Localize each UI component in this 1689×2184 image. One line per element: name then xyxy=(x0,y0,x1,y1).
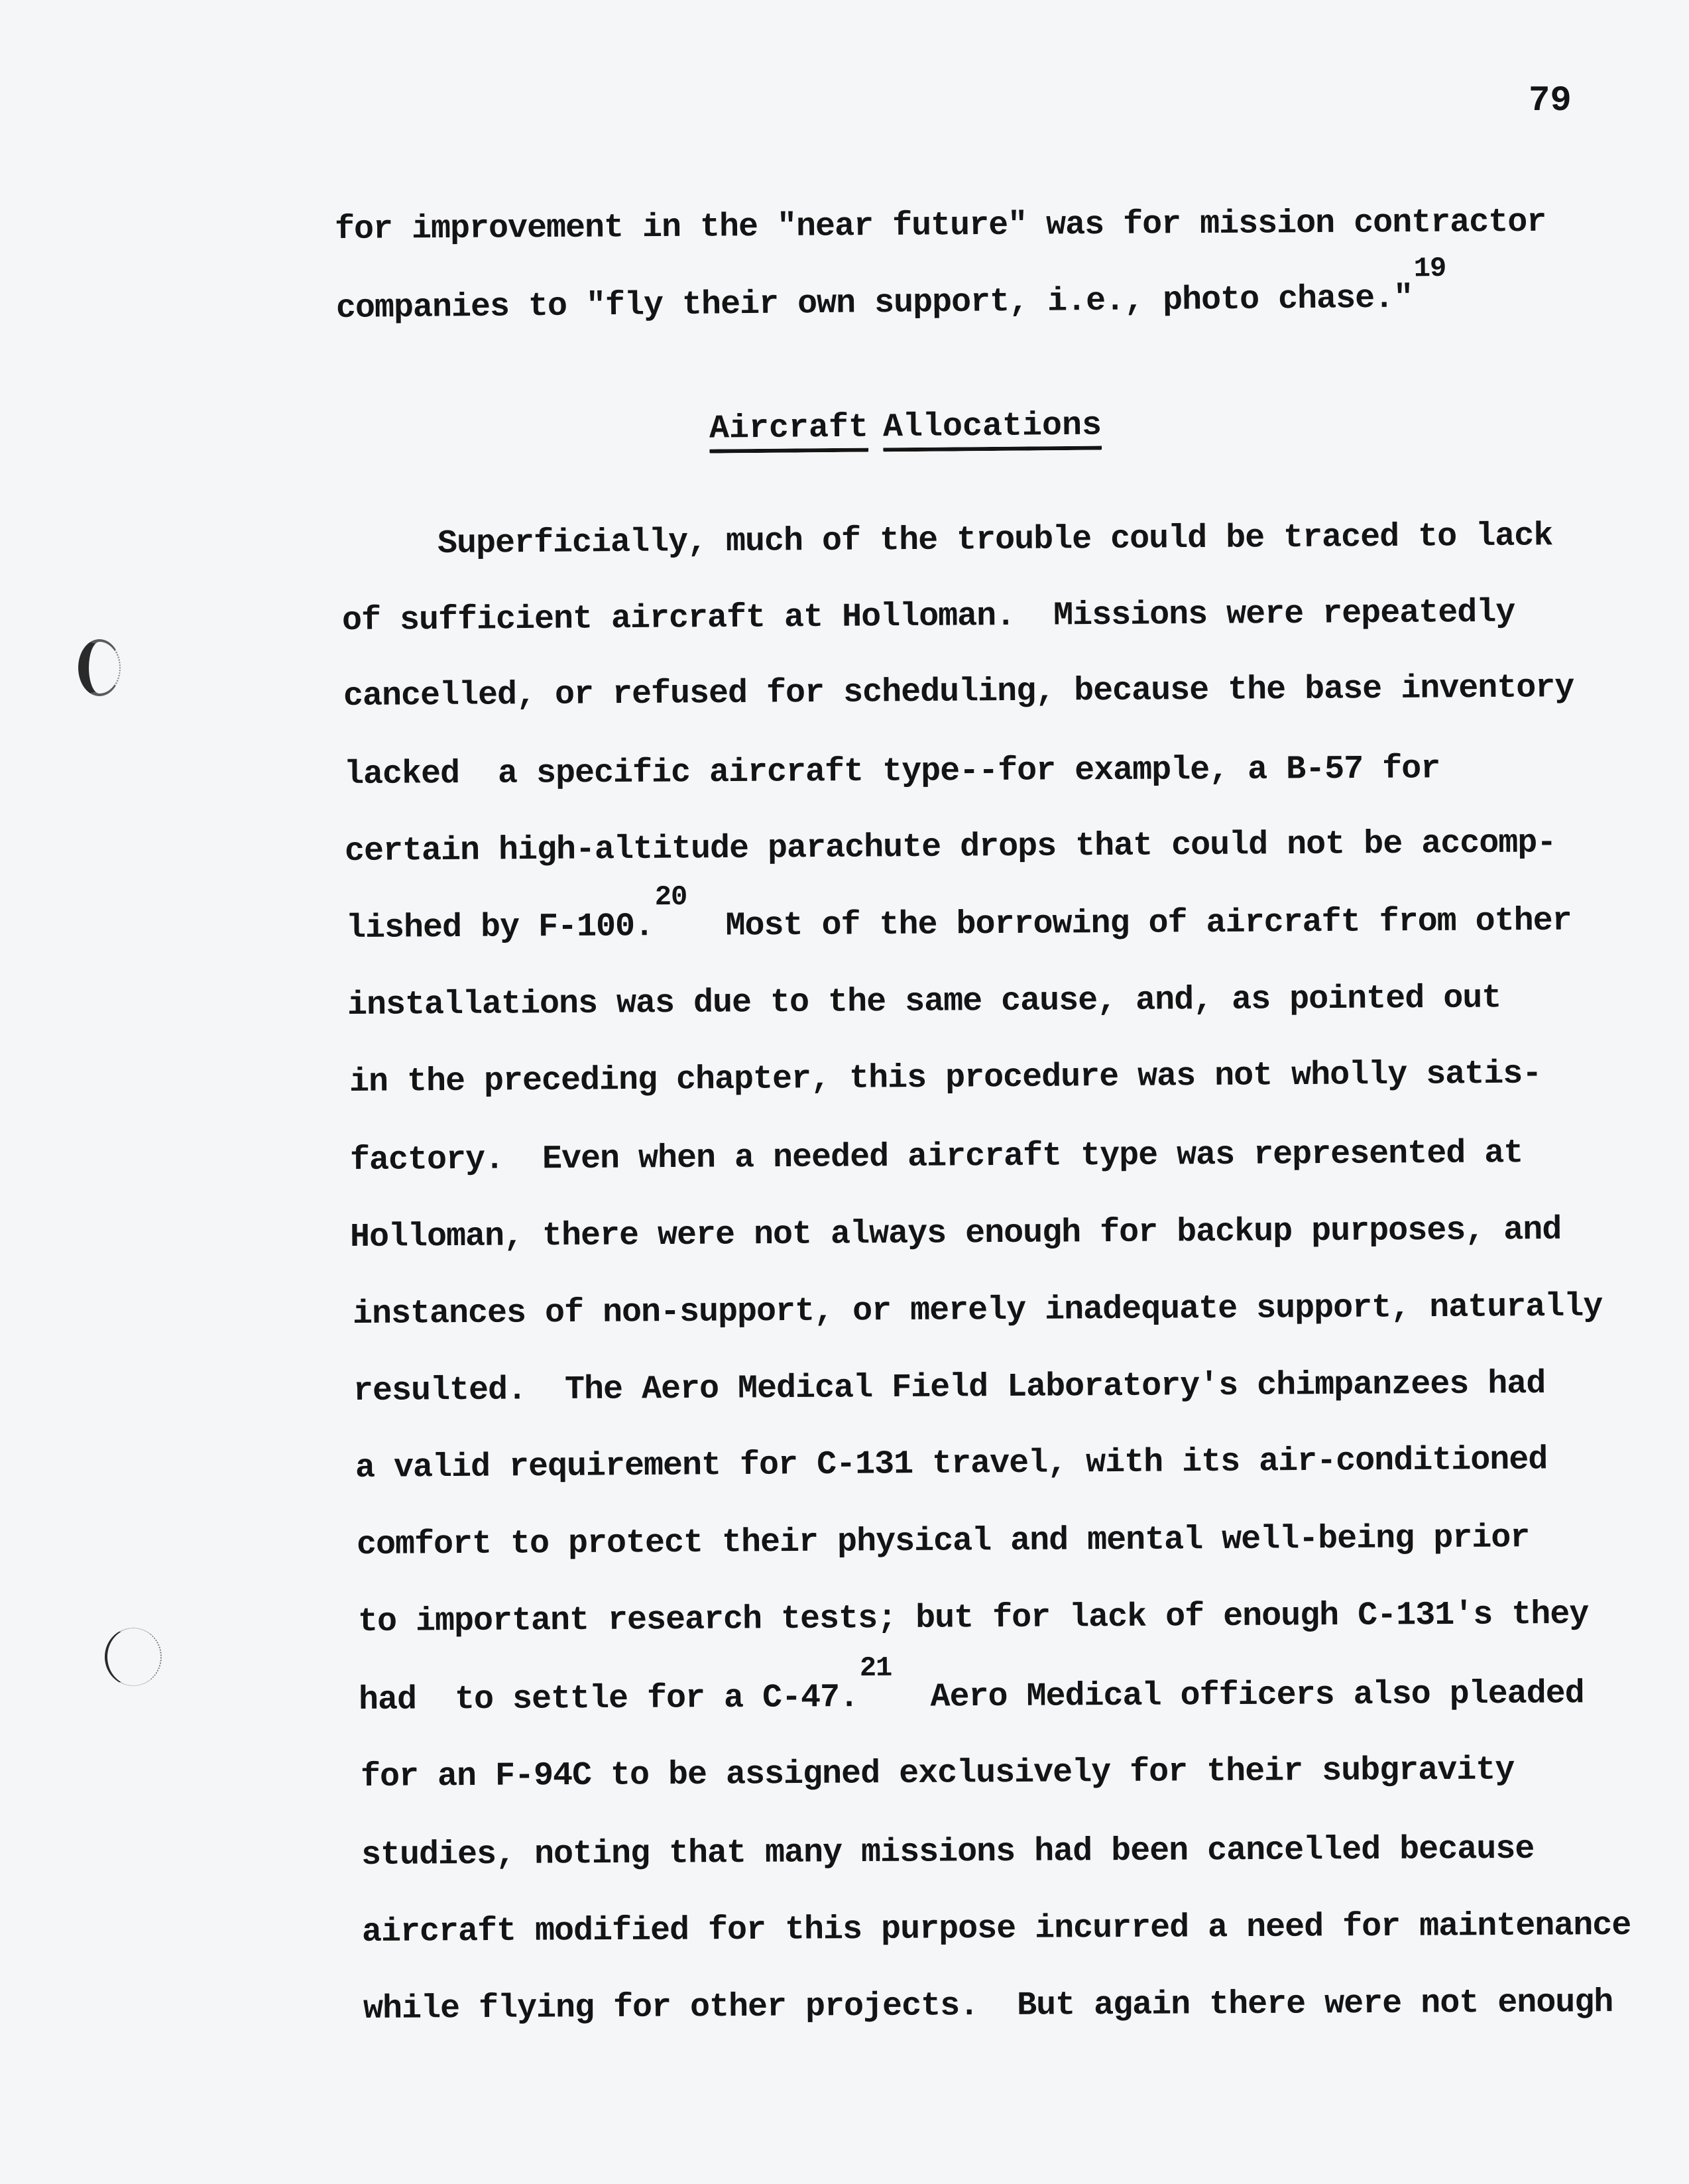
line-text: aircraft modified for this purpose incurred a need for maintenance xyxy=(361,1906,1631,1951)
line-text: installations was due to the same cause, and, as pointed out xyxy=(347,979,1501,1024)
text-line xyxy=(355,1441,1548,1487)
text-line xyxy=(335,204,1546,249)
line-text: cancelled, or refused for scheduling, because the base inventory xyxy=(343,669,1574,715)
line-text: while flying for other projects. But again there were not enough xyxy=(363,1984,1613,2028)
text-line xyxy=(349,1055,1542,1101)
line-text: had to settle for a C-47. xyxy=(358,1679,859,1719)
text-line xyxy=(358,1652,1584,1719)
section-heading xyxy=(709,406,1117,453)
line-text: in the preceding chapter, this procedure was not wholly satis- xyxy=(349,1055,1542,1101)
text-line xyxy=(363,1984,1613,2028)
text-line xyxy=(345,880,1572,947)
line-text: instances of non-support, or merely inadequate support, naturally xyxy=(352,1288,1603,1333)
line-text: companies to "fly their own support, i.e., photo chase." xyxy=(335,279,1413,328)
footnote-ref-20: 20 xyxy=(654,880,687,914)
heading-word: Allocations xyxy=(883,407,1102,452)
text-line xyxy=(350,1211,1562,1256)
heading-word: Aircraft xyxy=(709,409,869,454)
line-text: Aero Medical officers also pleaded xyxy=(892,1675,1584,1717)
line-text: of sufficient aircraft at Holloman. Missions were repeatedly xyxy=(341,593,1515,640)
text-line xyxy=(362,1907,1631,1951)
line-text: comfort to protect their physical and mental well-being prior xyxy=(356,1519,1530,1564)
line-text: studies, noting that many missions had been cancelled because xyxy=(361,1830,1535,1874)
text-line xyxy=(361,1831,1535,1874)
footnote-ref-21: 21 xyxy=(859,1652,892,1685)
text-line xyxy=(335,252,1446,328)
text-line xyxy=(344,750,1440,794)
text-line xyxy=(353,1288,1603,1333)
line-text: Superficially, much of the trouble could be traced to lack xyxy=(437,517,1553,563)
text-line xyxy=(345,824,1556,871)
page-number: 79 xyxy=(1529,81,1572,121)
punch-hole-mark xyxy=(78,639,121,696)
text-line xyxy=(347,979,1501,1024)
line-text: for an F-94C to be assigned exclusively for their subgravity xyxy=(360,1751,1515,1796)
text-line xyxy=(343,669,1574,715)
text-line xyxy=(358,1596,1589,1641)
text-line xyxy=(437,517,1553,563)
footnote-ref-19: 19 xyxy=(1413,252,1446,285)
text-line xyxy=(361,1751,1515,1796)
line-text: for improvement in the "near future" was for mission contractor xyxy=(334,203,1546,249)
line-text: resulted. The Aero Medical Field Laboratory's chimpanzees had xyxy=(353,1365,1546,1410)
line-text: a valid requirement for C-131 travel, with its air-conditioned xyxy=(355,1441,1548,1487)
text-line xyxy=(357,1519,1530,1564)
line-text: lacked a specific aircraft type--for example, a B-57 for xyxy=(343,750,1440,794)
punch-hole-mark xyxy=(105,1628,162,1686)
text-line xyxy=(350,1134,1523,1180)
text-line xyxy=(342,594,1515,640)
line-text: lished by F-100. xyxy=(345,908,654,947)
line-text: certain high-altitude parachute drops that could not be accomp- xyxy=(344,824,1556,871)
text-line xyxy=(353,1365,1546,1410)
line-text: to important research tests; but for lack of enough C-131's they xyxy=(357,1595,1589,1641)
line-text: Most of the borrowing of aircraft from other xyxy=(687,902,1572,945)
line-text: factory. Even when a needed aircraft type was represented at xyxy=(349,1134,1523,1180)
line-text: Holloman, there were not always enough for backup purposes, and xyxy=(349,1211,1562,1256)
